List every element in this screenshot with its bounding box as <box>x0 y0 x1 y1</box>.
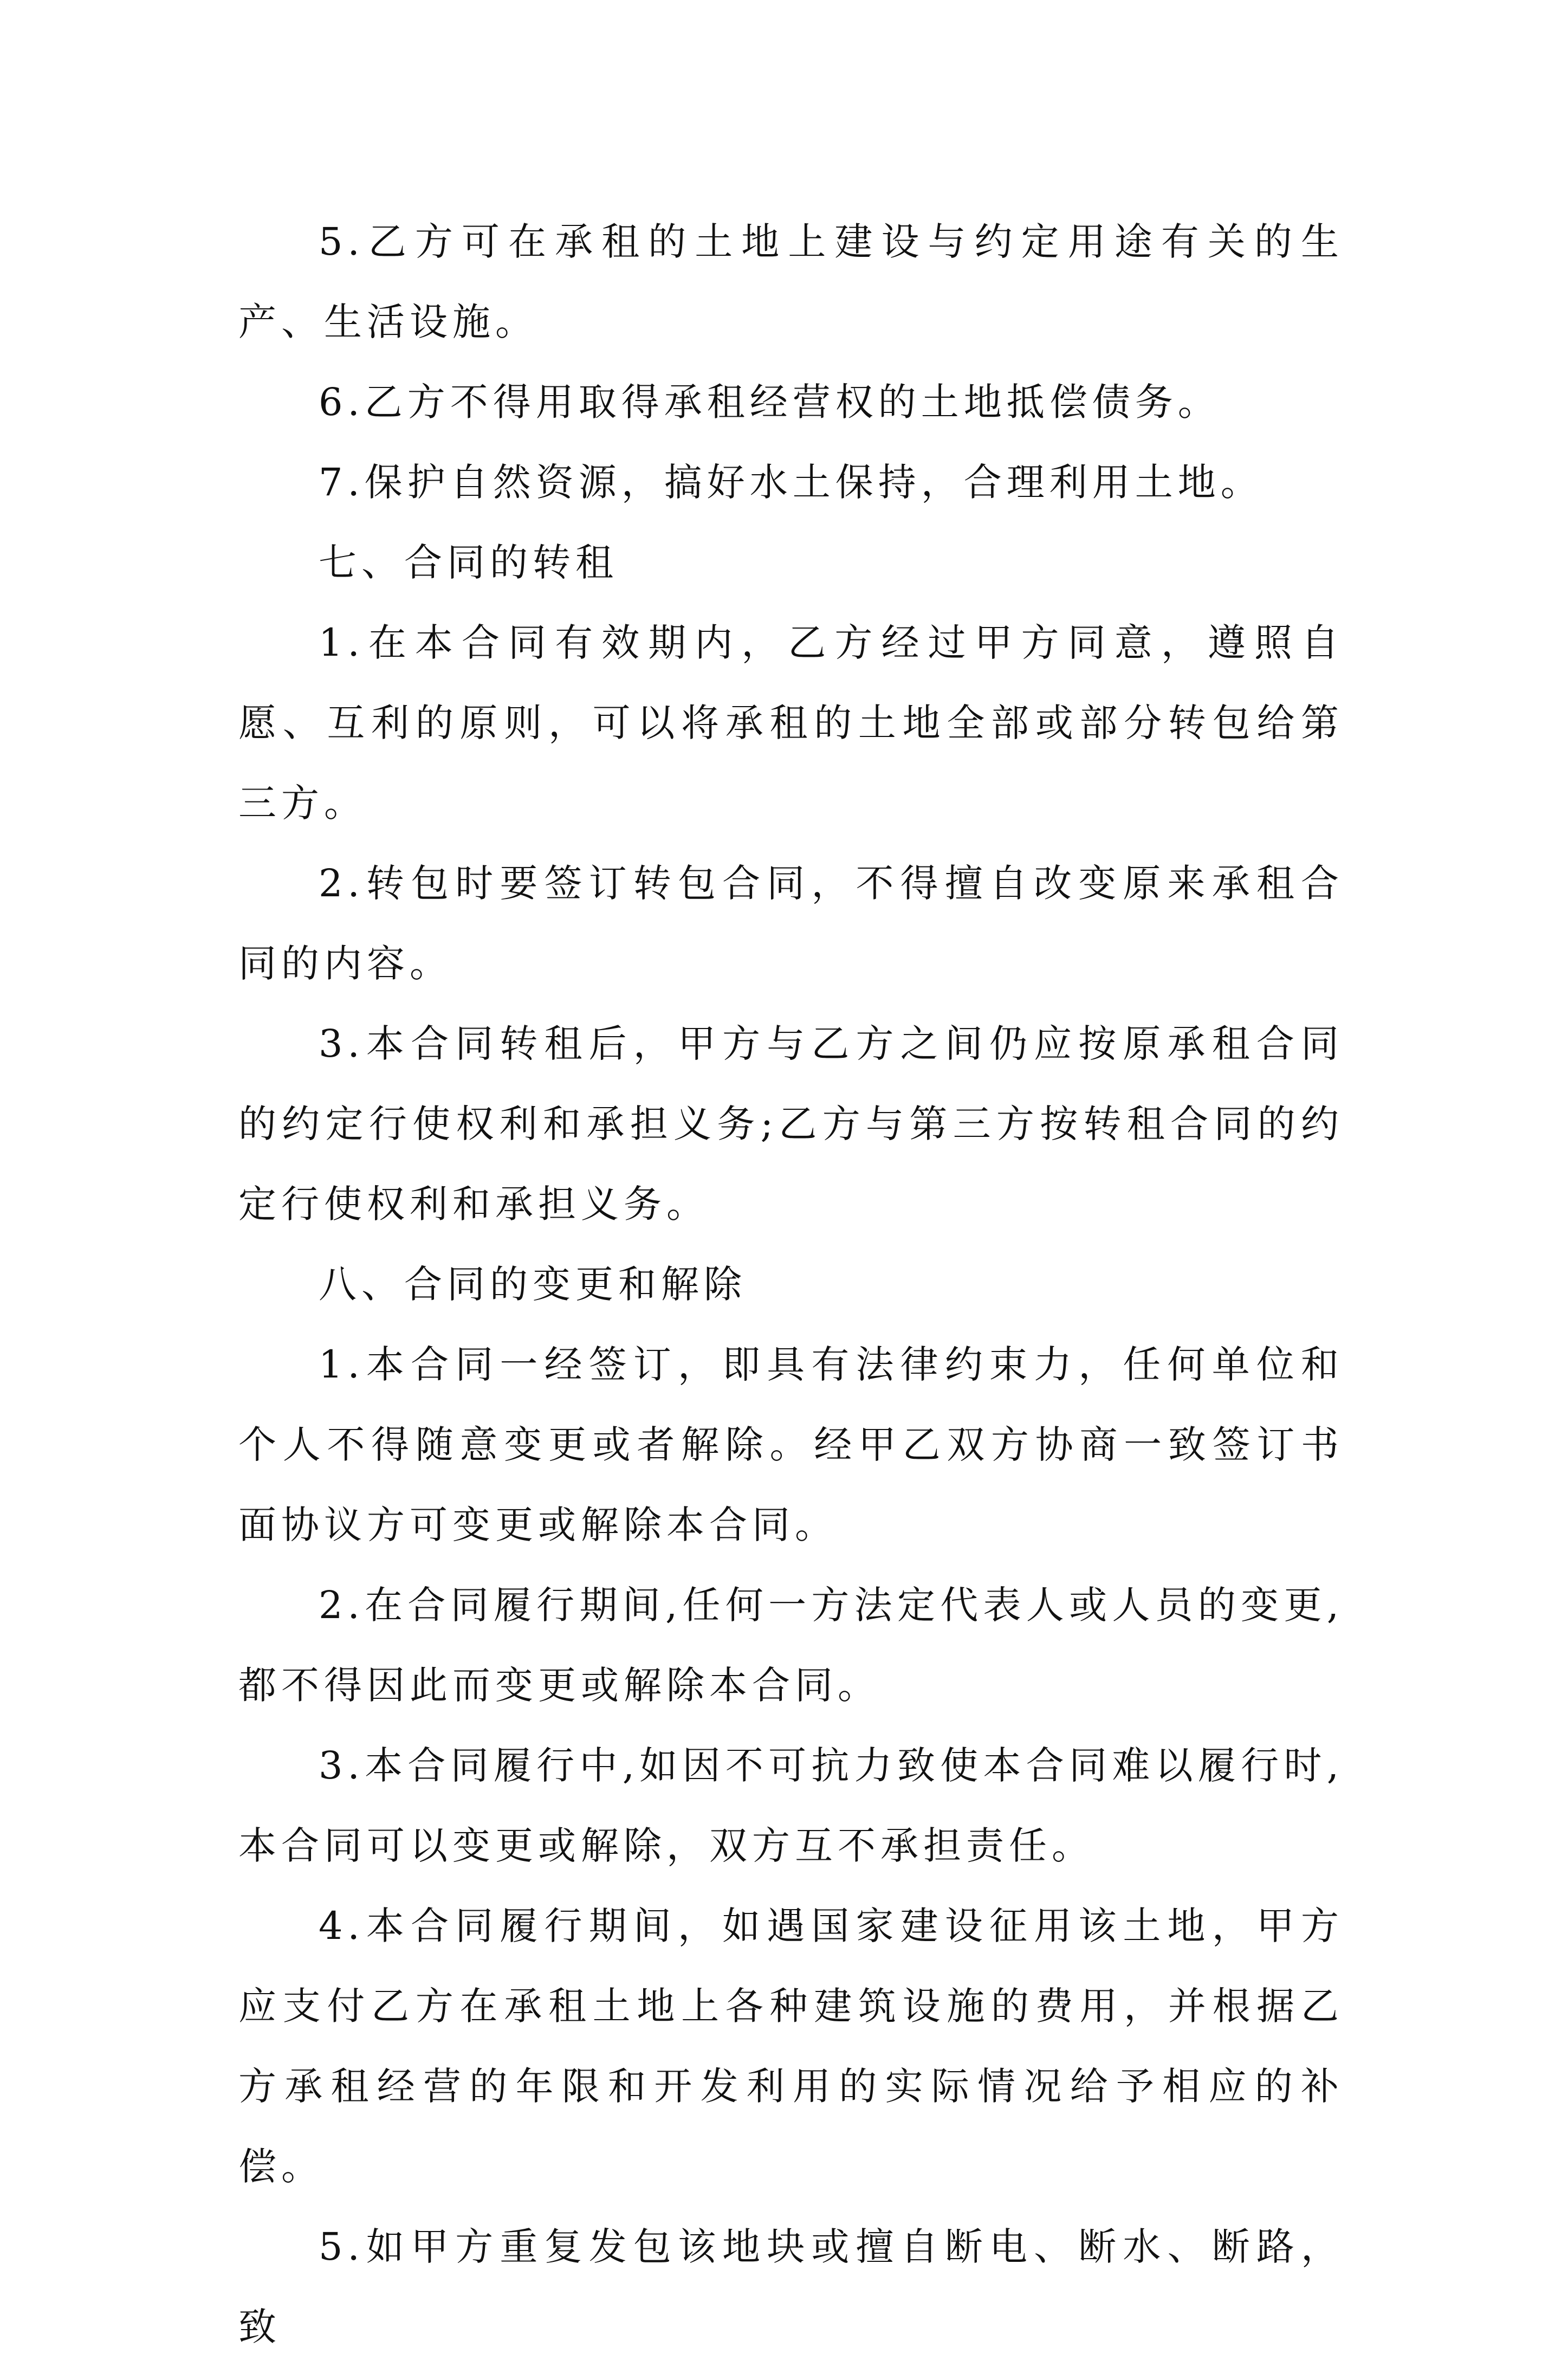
clause-6-7: 7.保护自然资源，搞好水土保持，合理利用土地。 <box>319 460 1264 505</box>
section-heading-7: 七、合同的转租 <box>319 540 618 585</box>
clause-8-3: 3.本合同履行中,如因不可抗力致使本合同难以履行时,本合同可以变更或解除，双方互不承担责任。 <box>238 1743 1344 1868</box>
clause-6-5: 5.乙方可在承租的土地上建设与约定用途有关的生产、生活设施。 <box>238 219 1344 344</box>
clause-8-1: 1.本合同一经签订，即具有法律约束力，任何单位和个人不得随意变更或者解除。经甲乙双方协商一致签订书面协议方可变更或解除本合同。 <box>238 1342 1344 1547</box>
clause-8-5: 5.如甲方重复发包该地块或擅自断电、断水、断路，致 <box>238 2224 1344 2349</box>
clause-8-4: 4.本合同履行期间，如遇国家建设征用该土地，甲方应支付乙方在承租土地上各种建筑设施的费用，并根据乙方承租经营的年限和开发利用的实际情况给予相应的补偿。 <box>238 1904 1344 2189</box>
clause-6-6: 6.乙方不得用取得承租经营权的土地抵偿债务。 <box>319 380 1221 424</box>
clause-7-3: 3.本合同转租后，甲方与乙方之间仍应按原承租合同的约定行使权利和承担义务;乙方与第三方按转租合同的约定行使权利和承担义务。 <box>238 1021 1344 1226</box>
document-body <box>238 202 1344 2367</box>
section-heading-8: 八、合同的变更和解除 <box>319 1262 747 1307</box>
clause-7-2: 2.转包时要签订转包合同，不得擅自改变原来承租合同的内容。 <box>238 861 1344 986</box>
clause-8-2: 2.在合同履行期间,任何一方法定代表人或人员的变更,都不得因此而变更或解除本合同。 <box>238 1583 1344 1708</box>
clause-7-1: 1.在本合同有效期内，乙方经过甲方同意，遵照自愿、互利的原则，可以将承租的土地全部或部分转包给第三方。 <box>238 620 1344 825</box>
